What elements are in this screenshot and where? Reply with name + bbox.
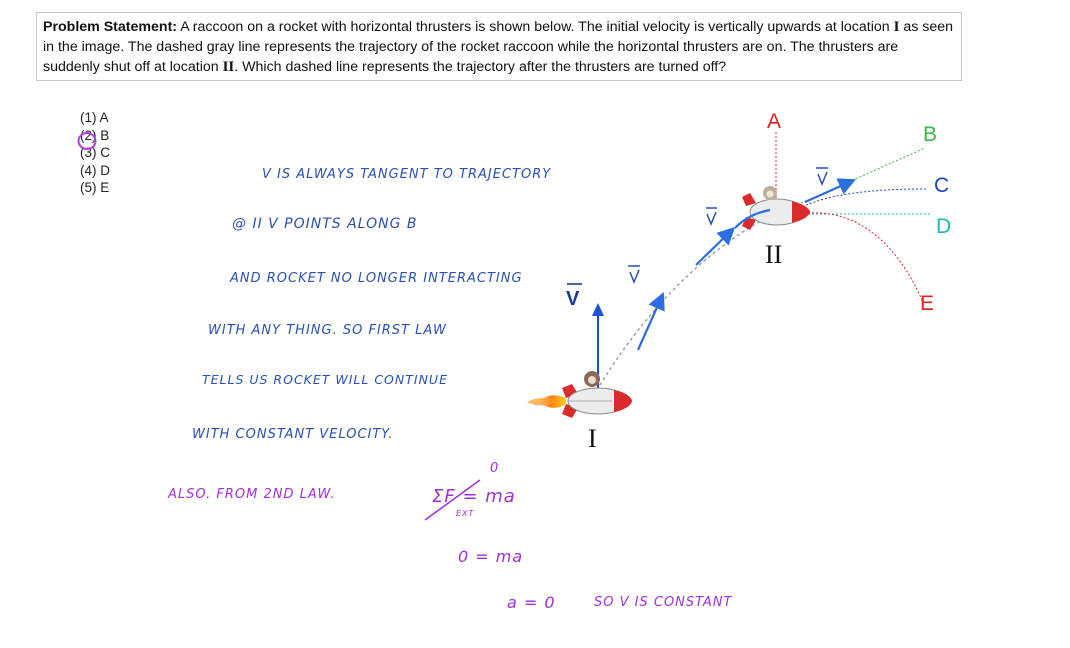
velocity-arrowhead xyxy=(592,303,604,316)
choice-5[interactable]: (5) E xyxy=(80,180,110,196)
choice-4[interactable]: (4) D xyxy=(80,162,110,178)
path-label-b: B xyxy=(923,123,938,146)
hw-line-6: WITH CONSTANT VELOCITY. xyxy=(192,427,394,442)
problem-text-3: . Which dashed line represents the trajectory after the thrusters are turned off? xyxy=(234,59,727,75)
v-symbols xyxy=(628,168,828,282)
path-e-line xyxy=(800,213,922,300)
selected-choice-circle xyxy=(79,133,96,149)
choice-2[interactable]: (2) B xyxy=(80,127,110,143)
rocket-i xyxy=(527,371,632,418)
velocity-label: V xyxy=(566,288,580,310)
hw-line-1: V IS ALWAYS TANGENT TO TRAJECTORY xyxy=(262,167,552,182)
hw-line-3: AND ROCKET NO LONGER INTERACTING xyxy=(230,271,523,286)
rocket-ii xyxy=(742,186,810,230)
hw-eq-4: SO V IS CONSTANT xyxy=(594,595,733,610)
location-ii-label: II xyxy=(765,240,783,269)
choice-3[interactable]: (3) C xyxy=(80,145,110,161)
hw-line-4: WITH ANY THING. SO FIRST LAW xyxy=(208,323,447,338)
trajectory-path xyxy=(600,212,778,385)
hw-eq-3: a = 0 xyxy=(507,593,556,612)
tangent-arrow-1 xyxy=(638,296,662,350)
hw-eq-1-zero: 0 xyxy=(490,461,500,476)
hw-eq-2: 0 = ma xyxy=(458,547,524,566)
tangent-arrow-3 xyxy=(805,181,852,202)
problem-text-1: A raccoon on a rocket with horizontal thrusters is shown below. The initial velocity is vertically upwards at location xyxy=(177,19,894,35)
problem-loc-ii: II xyxy=(222,59,235,75)
path-label-d: D xyxy=(936,215,952,238)
path-label-e: E xyxy=(920,292,935,315)
problem-label: Problem Statement: xyxy=(43,19,178,35)
tangent-arrow-2 xyxy=(696,230,732,265)
hw-eq-1: ΣF = ma xyxy=(432,486,516,507)
hw-eq-1-sub: EXT xyxy=(456,509,475,518)
path-c-line xyxy=(795,189,928,210)
problem-text-2: as seen in the image. The dashed gray line represents the trajectory of the rocket raccoon while the horizontal thrusters are on. The thrusters are suddenly shut off at location xyxy=(43,19,954,75)
location-i-label: I xyxy=(588,424,597,453)
path-label-c: C xyxy=(934,174,950,197)
choice-1[interactable]: (1) A xyxy=(80,110,109,125)
hw-line-7: ALSO. FROM 2ND LAW. xyxy=(168,487,336,502)
hw-line-2: @ II V POINTS ALONG B xyxy=(232,216,418,232)
path-label-a: A xyxy=(767,110,782,133)
problem-loc-i: I xyxy=(893,19,900,35)
hw-line-5: TELLS US ROCKET WILL CONTINUE xyxy=(202,372,448,387)
